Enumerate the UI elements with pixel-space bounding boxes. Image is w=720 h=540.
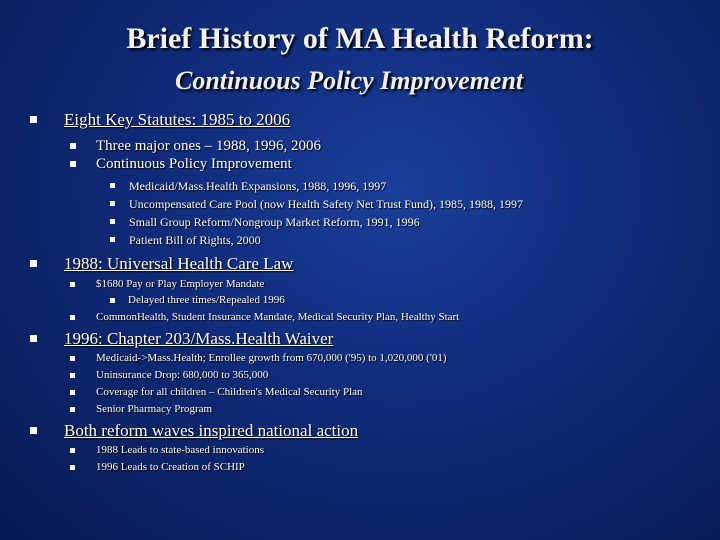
square-bullet-icon xyxy=(110,298,115,303)
bullet-item xyxy=(70,311,459,323)
bullet-item xyxy=(70,461,245,473)
bullet-text: Both reform waves inspired national action xyxy=(64,421,359,440)
bullet-text: 1996: Chapter 203/Mass.Health Waiver xyxy=(64,329,334,348)
bullet-text: 1988 Leads to state-based innovations xyxy=(96,444,265,456)
square-bullet-icon xyxy=(70,407,75,412)
square-bullet-icon xyxy=(30,260,37,267)
bullet-item xyxy=(70,369,268,381)
bullet-item xyxy=(110,197,523,212)
square-bullet-icon xyxy=(70,465,75,470)
bullet-text: Eight Key Statutes: 1985 to 2006 xyxy=(64,110,291,129)
square-bullet-icon xyxy=(110,183,115,188)
bullet-item xyxy=(30,421,358,441)
bullet-item xyxy=(110,215,420,230)
bullet-text: CommonHealth, Student Insurance Mandate, Medical Security Plan, Healthy Start xyxy=(96,311,460,323)
square-bullet-icon xyxy=(70,315,75,320)
square-bullet-icon xyxy=(70,448,75,453)
bullet-item xyxy=(30,329,333,349)
bullet-item xyxy=(70,386,363,398)
bullet-item xyxy=(110,233,261,248)
square-bullet-icon xyxy=(30,427,37,434)
square-bullet-icon xyxy=(70,143,76,149)
bullet-item xyxy=(30,254,293,274)
bullet-text: Continuous Policy Improvement xyxy=(96,156,292,172)
bullet-item xyxy=(70,352,447,364)
bullet-text: Delayed three times/Repealed 1996 xyxy=(128,294,285,306)
bullet-text: $1680 Pay or Play Employer Mandate xyxy=(96,278,265,290)
bullet-item xyxy=(70,278,264,290)
square-bullet-icon xyxy=(70,282,75,287)
square-bullet-icon xyxy=(70,373,75,378)
square-bullet-icon xyxy=(110,201,115,206)
square-bullet-icon xyxy=(70,390,75,395)
bullet-text: Medicaid/Mass.Health Expansions, 1988, 1996, 1997 xyxy=(129,179,387,193)
bullet-item xyxy=(70,403,212,415)
bullet-text: Senior Pharmacy Program xyxy=(96,403,213,415)
bullet-text: 1996 Leads to Creation of SCHIP xyxy=(96,461,245,473)
bullet-item xyxy=(70,444,264,456)
slide-title: Brief History of MA Health Reform: xyxy=(126,22,594,55)
square-bullet-icon xyxy=(110,237,115,242)
bullet-text: Uncompensated Care Pool (now Health Safety Net Trust Fund), 1985, 1988, 1997 xyxy=(129,197,523,211)
bullet-item xyxy=(70,138,321,155)
square-bullet-icon xyxy=(30,116,37,123)
bullet-text: Uninsurance Drop: 680,000 to 365,000 xyxy=(96,369,269,381)
bullet-item xyxy=(70,156,292,173)
bullet-item xyxy=(110,179,386,194)
bullet-text: Small Group Reform/Nongroup Market Reform, 1991, 1996 xyxy=(129,215,420,229)
bullet-text: Three major ones – 1988, 1996, 2006 xyxy=(96,138,321,154)
bullet-item xyxy=(30,110,290,130)
bullet-text: Coverage for all children – Children's Medical Security Plan xyxy=(96,386,363,398)
slide-subtitle: Continuous Policy Improvement xyxy=(175,66,524,95)
square-bullet-icon xyxy=(110,219,115,224)
bullet-text: 1988: Universal Health Care Law xyxy=(64,254,294,273)
bullet-text: Patient Bill of Rights, 2000 xyxy=(129,233,261,247)
bullet-item xyxy=(110,294,285,306)
square-bullet-icon xyxy=(70,161,76,167)
square-bullet-icon xyxy=(70,356,75,361)
square-bullet-icon xyxy=(30,335,37,342)
bullet-text: Medicaid->Mass.Health; Enrollee growth from 670,000 ('95) to 1,020,000 ('01) xyxy=(96,352,447,364)
